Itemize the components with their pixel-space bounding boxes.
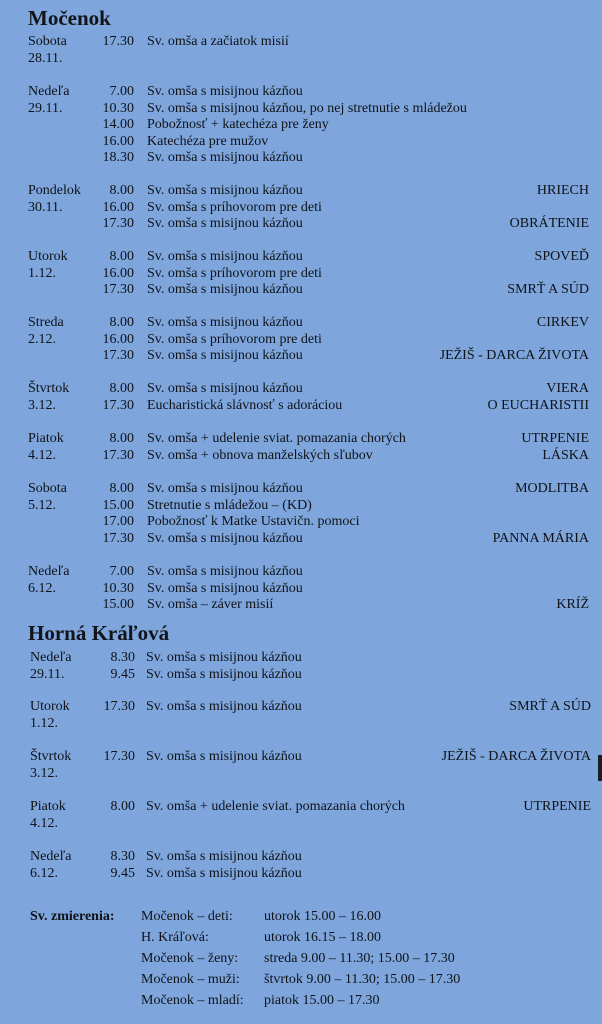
confession-time: utorok 16.15 – 18.00 — [264, 930, 382, 945]
entry-time: 7.00 — [109, 564, 134, 579]
day-name: Sobota — [28, 34, 67, 49]
entry-time: 8.30 — [110, 849, 135, 864]
schedule-row — [0, 698, 602, 715]
schedule-row — [0, 83, 602, 100]
entry-description: Sv. omša s misijnou kázňou — [147, 348, 303, 364]
entry-theme: SMRŤ A SÚD — [509, 699, 591, 714]
day-name: Pondelok — [28, 183, 81, 198]
entry-time: 16.00 — [102, 331, 134, 347]
day-name: Streda — [28, 315, 64, 330]
schedule-row — [0, 33, 602, 50]
entry-time: 17.30 — [103, 699, 135, 714]
schedule-row — [0, 182, 602, 199]
entry-description: Sv. omša s misijnou kázňou — [147, 183, 303, 198]
day-date: 3.12. — [30, 765, 58, 781]
schedule-row — [0, 100, 602, 117]
entry-description: Sv. omša s misijnou kázňou — [147, 315, 303, 330]
entry-description: Sv. omša s misijnou kázňou — [146, 749, 302, 764]
confession-group: Močenok – mladí: — [141, 993, 244, 1008]
entry-theme: CIRKEV — [536, 315, 589, 330]
day-name: Sobota — [28, 481, 67, 496]
entry-time: 10.30 — [102, 100, 134, 116]
day-date: 30.11. — [28, 199, 63, 215]
entry-description: Sv. omša – záver misií — [147, 597, 274, 613]
entry-theme: OBRÁTENIE — [509, 216, 589, 232]
entry-theme: PANNA MÁRIA — [492, 530, 589, 546]
schedule-row — [0, 133, 602, 150]
entry-time: 16.00 — [102, 265, 134, 281]
day-date: 2.12. — [28, 331, 56, 347]
entry-theme: MODLITBA — [515, 481, 589, 496]
entry-time: 16.00 — [102, 133, 134, 149]
schedule-row — [0, 848, 602, 865]
entry-description: Pobožnosť + katechéza pre ženy — [147, 117, 329, 133]
entry-time: 17.30 — [103, 749, 135, 764]
schedule-row — [0, 447, 602, 464]
day-name: Utorok — [30, 699, 70, 714]
confession-time: štvrtok 9.00 – 11.30; 15.00 – 17.30 — [264, 972, 461, 987]
day-name: Piatok — [30, 799, 66, 814]
entry-description: Sv. omša s misijnou kázňou — [147, 381, 303, 396]
schedule-row — [0, 497, 602, 514]
schedule-row — [0, 715, 602, 732]
schedule-row — [0, 50, 602, 67]
day-name: Nedeľa — [28, 84, 70, 99]
entry-description: Sv. omša s misijnou kázňou — [146, 865, 302, 881]
schedule-row — [0, 865, 602, 882]
entry-theme: SPOVEĎ — [534, 249, 589, 264]
day-name: Nedeľa — [30, 650, 72, 665]
entry-time: 17.30 — [102, 397, 134, 413]
schedule-row — [0, 513, 602, 530]
entry-description: Sv. omša s misijnou kázňou — [146, 849, 302, 864]
entry-theme: JEŽIŠ - DARCA ŽIVOTA — [439, 348, 589, 364]
entry-time: 17.00 — [102, 514, 134, 530]
entry-theme: UTRPENIE — [521, 431, 589, 446]
entry-time: 8.00 — [109, 431, 134, 446]
schedule-row — [0, 430, 602, 447]
day-name: Štvrtok — [30, 749, 72, 764]
schedule-row — [0, 149, 602, 166]
entry-time: 8.00 — [109, 315, 134, 330]
entry-time: 17.30 — [102, 447, 134, 463]
entry-time: 17.30 — [102, 530, 134, 546]
entry-time: 17.30 — [102, 34, 134, 49]
day-date: 4.12. — [30, 815, 58, 831]
entry-time: 7.00 — [109, 84, 134, 99]
entry-description: Sv. omša + udelenie sviat. pomazania chorých — [147, 431, 406, 446]
schedule-row — [0, 380, 602, 397]
entry-time: 15.00 — [102, 497, 134, 513]
entry-description: Sv. omša s misijnou kázňou — [147, 530, 303, 546]
schedule-row — [0, 347, 602, 364]
entry-time: 16.00 — [102, 199, 134, 215]
confession-time: streda 9.00 – 11.30; 15.00 – 17.30 — [264, 951, 455, 966]
entry-description: Sv. omša s misijnou kázňou — [147, 84, 303, 99]
entry-description: Sv. omša s misijnou kázňou, po nej stretnutie s mládežou — [147, 100, 467, 116]
entry-description: Sv. omša s príhovorom pre deti — [147, 265, 322, 281]
entry-description: Pobožnosť k Matke Ustavičn. pomoci — [147, 514, 360, 530]
entry-description: Sv. omša s misijnou kázňou — [147, 249, 303, 264]
entry-description: Stretnutie s mládežou – (KD) — [147, 497, 312, 513]
entry-description: Sv. omša s misijnou kázňou — [147, 282, 303, 298]
entry-time: 8.00 — [110, 799, 135, 814]
entry-theme: KRÍŽ — [556, 597, 589, 613]
schedule-row — [0, 480, 602, 497]
entry-time: 10.30 — [102, 580, 134, 596]
day-date: 6.12. — [28, 580, 56, 596]
confession-group: H. Kráľová: — [141, 930, 209, 945]
entry-time: 8.30 — [110, 650, 135, 665]
schedule-row — [0, 281, 602, 298]
schedule-row — [0, 331, 602, 348]
entry-description: Eucharistická slávnosť s adoráciou — [147, 397, 343, 413]
schedule-row — [0, 748, 602, 765]
schedule-row — [0, 666, 602, 683]
day-date: 29.11. — [28, 100, 63, 116]
entry-description: Sv. omša s misijnou kázňou — [147, 481, 303, 496]
day-name: Nedeľa — [28, 564, 70, 579]
day-date: 3.12. — [28, 397, 56, 413]
entry-theme: HRIECH — [536, 183, 589, 198]
confession-group: Močenok – deti: — [141, 909, 233, 924]
entry-time: 18.30 — [102, 150, 134, 166]
entry-theme: JEŽIŠ - DARCA ŽIVOTA — [441, 749, 591, 764]
section-title: Močenok — [28, 6, 111, 30]
day-name: Piatok — [28, 431, 64, 446]
entry-theme: UTRPENIE — [523, 799, 591, 814]
edge-mark — [598, 755, 602, 781]
schedule-row — [0, 248, 602, 265]
entry-description: Sv. omša s príhovorom pre deti — [147, 199, 322, 215]
entry-description: Katechéza pre mužov — [147, 133, 269, 149]
entry-description: Sv. omša s príhovorom pre deti — [147, 331, 322, 347]
entry-time: 8.00 — [109, 249, 134, 264]
day-name: Štvrtok — [28, 381, 70, 396]
schedule-row — [0, 815, 602, 832]
entry-description: Sv. omša s misijnou kázňou — [147, 564, 303, 579]
schedule-row — [0, 215, 602, 232]
entry-time: 9.45 — [110, 666, 135, 682]
schedule-row — [0, 116, 602, 133]
entry-time: 9.45 — [110, 865, 135, 881]
day-date: 1.12. — [28, 265, 56, 281]
day-date: 4.12. — [28, 447, 56, 463]
entry-description: Sv. omša + obnova manželských sľubov — [147, 447, 373, 463]
entry-description: Sv. omša s misijnou kázňou — [146, 666, 302, 682]
schedule-row — [0, 265, 602, 282]
entry-time: 8.00 — [109, 381, 134, 396]
day-date: 1.12. — [30, 715, 58, 731]
entry-time: 14.00 — [102, 117, 134, 133]
schedule-row — [0, 649, 602, 666]
entry-time: 8.00 — [109, 183, 134, 198]
schedule-row — [0, 580, 602, 597]
schedule-row — [0, 530, 602, 547]
schedule-row — [0, 563, 602, 580]
schedule-row — [0, 314, 602, 331]
schedule-row — [0, 199, 602, 216]
confession-label: Sv. zmierenia: — [30, 909, 115, 924]
schedule-row — [0, 765, 602, 782]
schedule-row — [0, 397, 602, 414]
entry-description: Sv. omša s misijnou kázňou — [147, 580, 303, 596]
entry-theme: O EUCHARISTII — [487, 397, 589, 413]
schedule-row — [0, 798, 602, 815]
section-title: Horná Kráľová — [28, 621, 170, 645]
confession-group: Močenok – ženy: — [141, 951, 239, 966]
day-date: 5.12. — [28, 497, 56, 513]
entry-description: Sv. omša + udelenie sviat. pomazania chorých — [146, 799, 405, 814]
entry-time: 17.30 — [102, 216, 134, 232]
entry-description: Sv. omša s misijnou kázňou — [146, 699, 302, 714]
entry-theme: SMRŤ A SÚD — [507, 282, 589, 298]
day-date: 29.11. — [30, 666, 65, 682]
entry-description: Sv. omša s misijnou kázňou — [146, 650, 302, 665]
schedule-row — [0, 596, 602, 613]
confession-time: piatok 15.00 – 17.30 — [264, 993, 380, 1008]
entry-theme: LÁSKA — [542, 447, 589, 463]
day-date: 6.12. — [30, 865, 58, 881]
entry-time: 15.00 — [102, 597, 134, 613]
day-name: Utorok — [28, 249, 68, 264]
day-name: Nedeľa — [30, 849, 72, 864]
entry-time: 17.30 — [102, 348, 134, 364]
entry-description: Sv. omša a začiatok misií — [147, 34, 289, 49]
entry-description: Sv. omša s misijnou kázňou — [147, 216, 303, 232]
day-date: 28.11. — [28, 50, 63, 66]
confession-group: Močenok – muži: — [141, 972, 240, 987]
entry-theme: VIERA — [546, 381, 589, 396]
entry-time: 8.00 — [109, 481, 134, 496]
entry-time: 17.30 — [102, 282, 134, 298]
entry-description: Sv. omša s misijnou kázňou — [147, 150, 303, 166]
confession-time: utorok 15.00 – 16.00 — [264, 909, 382, 924]
